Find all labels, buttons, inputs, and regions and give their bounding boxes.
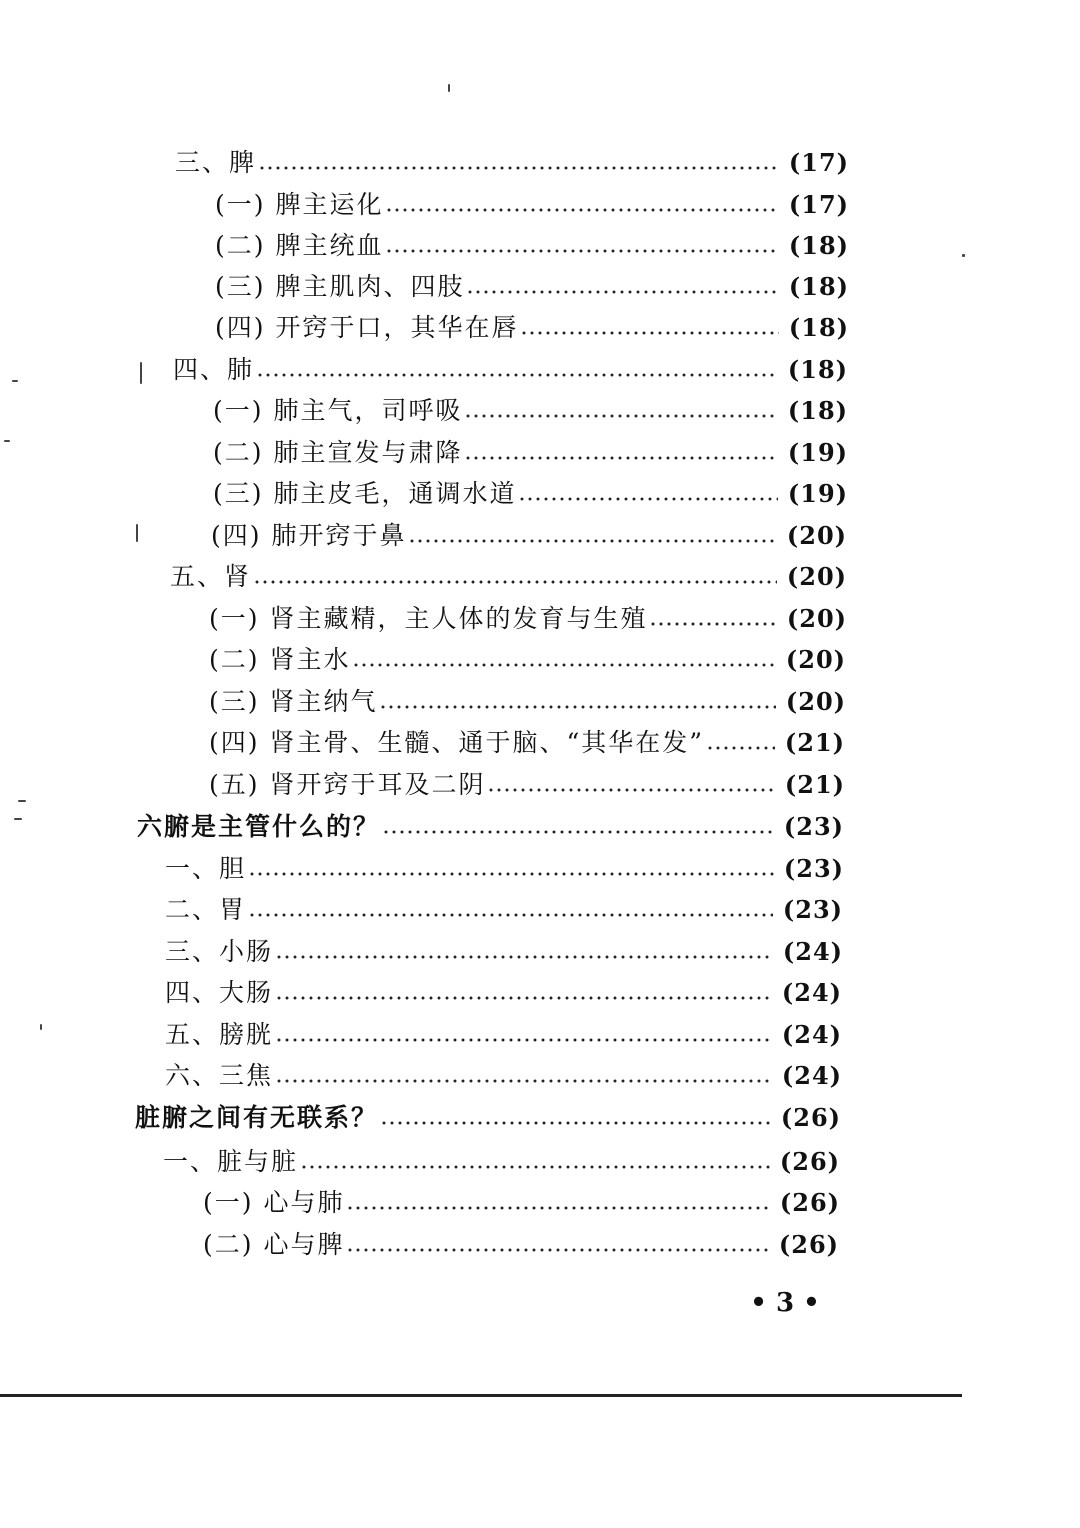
toc-entry-title: (三) 肺主皮毛，通调水道 xyxy=(213,479,517,508)
toc-entry xyxy=(213,436,848,470)
dot-leader xyxy=(300,1165,770,1169)
toc-entry xyxy=(170,560,847,594)
toc-entry-title: 三、脾 xyxy=(175,148,257,177)
dot-leader xyxy=(275,1079,772,1083)
toc-entry-title: 四、肺 xyxy=(173,355,255,384)
scan-speck xyxy=(136,524,138,542)
toc-entry-title: (一) 肺主气，司呼吸 xyxy=(213,396,463,425)
toc-entry-page: (18) xyxy=(788,272,849,301)
scan-speck xyxy=(14,818,22,820)
toc-entry xyxy=(215,188,849,222)
toc-entry-title: (二) 肺主宣发与肃降 xyxy=(213,438,463,467)
scan-speck xyxy=(962,254,965,257)
toc-entry-page: (19) xyxy=(787,438,848,467)
toc-entry-page: (20) xyxy=(785,687,846,716)
toc-entry-page: (20) xyxy=(786,604,847,633)
toc-entry-title: (二) 肾主水 xyxy=(209,645,351,674)
toc-entry xyxy=(203,1186,840,1220)
scan-speck xyxy=(18,800,26,802)
toc-entry xyxy=(165,935,843,969)
toc-entry-title: (一) 肾主藏精，主人体的发育与生殖 xyxy=(209,604,648,633)
toc-entry xyxy=(209,726,845,760)
bottom-rule xyxy=(0,1394,962,1397)
toc-entry-page: (18) xyxy=(787,396,848,425)
toc-entry-title: 六腑是主管什么的？ xyxy=(137,812,381,841)
toc-entry xyxy=(165,1059,842,1093)
dot-leader xyxy=(346,1248,768,1252)
toc-entry xyxy=(215,311,849,345)
toc-entry-title: 五、膀胱 xyxy=(165,1020,274,1049)
dot-leader xyxy=(408,539,776,543)
dot-leader xyxy=(256,373,778,377)
toc-entry-page: (21) xyxy=(784,728,845,757)
toc-entry-page: (23) xyxy=(783,812,844,841)
dot-leader xyxy=(275,955,773,959)
scan-speck xyxy=(12,380,18,382)
toc-section-heading xyxy=(135,1101,841,1135)
toc-entry-title: 脏腑之间有无联系？ xyxy=(135,1103,379,1132)
dot-leader xyxy=(380,1121,771,1125)
toc-entry xyxy=(209,643,846,677)
toc-entry xyxy=(175,146,849,180)
dot-leader xyxy=(649,622,776,626)
dot-leader xyxy=(464,456,777,460)
toc-entry-page: (20) xyxy=(786,521,847,550)
toc-entry-title: (三) 肾主纳气 xyxy=(209,687,378,716)
scan-speck xyxy=(4,440,10,442)
toc-entry xyxy=(163,1145,840,1179)
toc-entry xyxy=(213,394,848,428)
dot-leader xyxy=(248,872,774,876)
toc-entry-title: 六、三焦 xyxy=(165,1061,274,1090)
toc-entry-page: (17) xyxy=(788,190,849,219)
dot-leader xyxy=(346,1206,769,1210)
toc-entry-title: (四) 开窍于口，其华在唇 xyxy=(215,313,519,342)
toc-entry xyxy=(209,602,847,636)
toc-section-heading xyxy=(137,810,844,844)
dot-leader xyxy=(520,331,778,335)
toc-entry-page: (18) xyxy=(787,355,848,384)
toc-entry-title: (二) 心与脾 xyxy=(203,1230,345,1259)
toc-entry-title: 三、小肠 xyxy=(165,937,274,966)
toc-entry-title: (五) 肾开窍于耳及二阴 xyxy=(209,770,486,799)
toc-entry xyxy=(215,270,849,304)
dot-leader xyxy=(464,414,777,418)
toc-entry-title: 一、胆 xyxy=(165,854,247,883)
toc-entry-page: (26) xyxy=(780,1103,841,1132)
dot-leader xyxy=(275,996,772,1000)
dot-leader xyxy=(253,580,777,584)
toc-entry-title: (二) 脾主统血 xyxy=(215,231,384,260)
dot-leader xyxy=(385,208,778,212)
toc-entry xyxy=(215,229,849,263)
toc-entry-title: 二、胃 xyxy=(165,895,247,924)
toc-entry-page: (24) xyxy=(781,1020,842,1049)
toc-entry-page: (24) xyxy=(781,978,842,1007)
toc-entry-title: 四、大肠 xyxy=(165,978,274,1007)
toc-entry-page: (19) xyxy=(787,479,848,508)
toc-entry-page: (17) xyxy=(788,148,849,177)
toc-entry-title: (一) 脾主运化 xyxy=(215,190,384,219)
toc-entry-page: (23) xyxy=(782,895,843,924)
dot-leader xyxy=(379,705,775,709)
toc-entry-page: (24) xyxy=(781,1061,842,1090)
toc-entry-title: (四) 肾主骨、生髓、通于脑、“其华在发” xyxy=(209,728,705,757)
dot-leader xyxy=(248,913,773,917)
toc-entry-title: (一) 心与肺 xyxy=(203,1188,345,1217)
toc-entry-page: (23) xyxy=(783,854,844,883)
scan-speck xyxy=(40,1024,42,1030)
toc-entry-page: (21) xyxy=(784,770,845,799)
toc-entry xyxy=(209,685,846,719)
toc-entry-page: (18) xyxy=(788,313,849,342)
toc-entry xyxy=(165,893,843,927)
toc-entry-page: (26) xyxy=(779,1147,840,1176)
scan-speck xyxy=(448,84,450,92)
toc-entry xyxy=(213,477,848,511)
toc-entry xyxy=(211,519,847,553)
toc-entry xyxy=(173,353,848,387)
dot-leader xyxy=(352,663,775,667)
toc-entry-page: (26) xyxy=(779,1188,840,1217)
toc-entry xyxy=(165,852,844,886)
dot-leader xyxy=(385,249,778,253)
page-number: • 3 • xyxy=(750,1288,820,1318)
dot-leader xyxy=(382,830,774,834)
toc-entry xyxy=(165,1018,842,1052)
dot-leader xyxy=(258,166,779,170)
toc-entry-title: 一、脏与脏 xyxy=(163,1147,299,1176)
dot-leader xyxy=(466,290,778,294)
toc-entry-page: (24) xyxy=(782,937,843,966)
toc-entry-title: (四) 肺开窍于鼻 xyxy=(211,521,407,550)
scan-speck xyxy=(140,362,142,384)
toc-entry xyxy=(209,768,845,802)
dot-leader xyxy=(706,746,775,750)
toc-entry-page: (18) xyxy=(788,231,849,260)
toc-entry-page: (20) xyxy=(785,645,846,674)
toc-entry-title: (三) 脾主肌肉、四肢 xyxy=(215,272,465,301)
toc-entry-page: (26) xyxy=(778,1230,839,1259)
toc-entry-page: (20) xyxy=(786,562,847,591)
dot-leader xyxy=(518,497,777,501)
toc-entry xyxy=(203,1228,839,1262)
toc-entry xyxy=(165,976,842,1010)
toc-entry-title: 五、肾 xyxy=(170,562,252,591)
dot-leader xyxy=(275,1038,772,1042)
dot-leader xyxy=(487,788,774,792)
